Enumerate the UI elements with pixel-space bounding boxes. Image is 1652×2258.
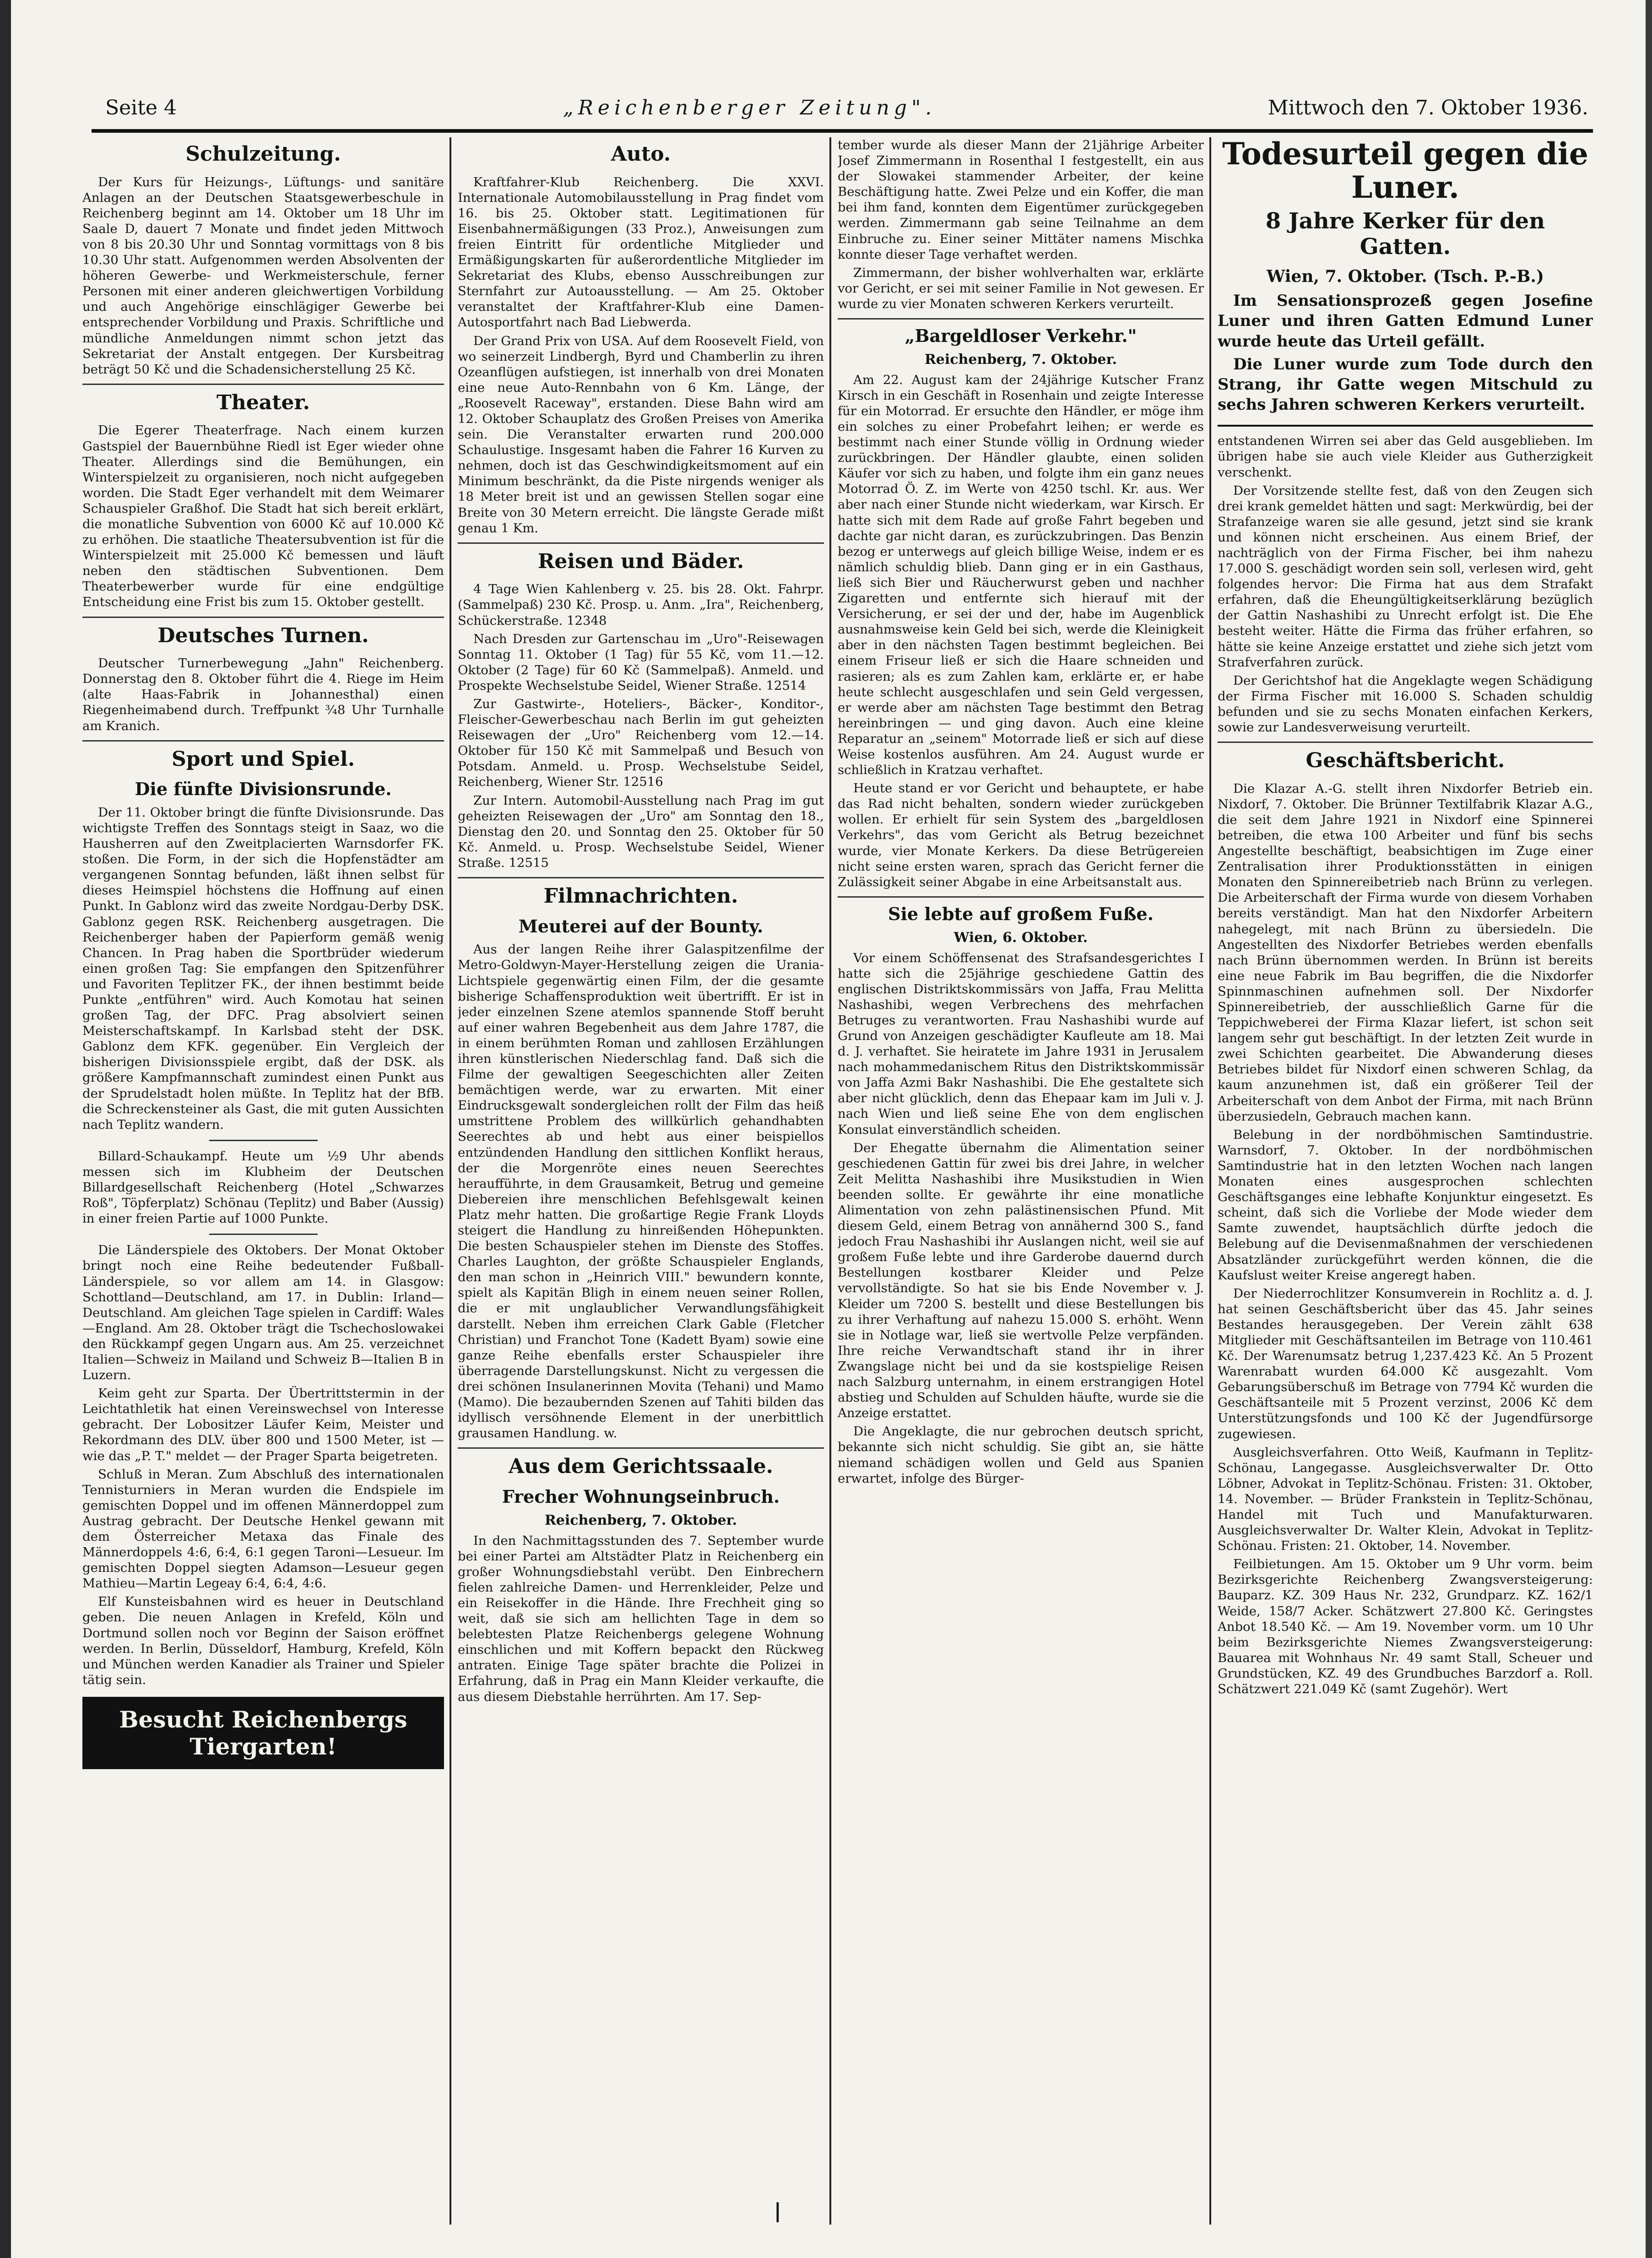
divider bbox=[1218, 742, 1593, 743]
divider bbox=[458, 542, 824, 544]
column-divider bbox=[1209, 137, 1211, 2225]
page-header bbox=[105, 96, 1588, 124]
divider bbox=[82, 617, 444, 618]
lead-subheadline: 8 Jahre Kerker für den Gatten. bbox=[1265, 208, 1545, 260]
travel-listing: 4 Tage Wien Kahlenberg v. 25. bis 28. Okt. Fahrpr. (Sammelpaß) 230 Kč. Prosp. u. Anm. „Ira", Reichenberg, Schückerstraße. 12348 bbox=[458, 582, 824, 628]
divider bbox=[838, 896, 1204, 898]
article-paragraph: Kraftfahrer-Klub Reichenberg. Die XXVI. Internationale Automobilausstellung in Prag findet vom 16. bis 25. Oktober statt. Legitimationen für Eisenbahnermäßigungen (33 Proz.), Anweisungen zum freien Eintritt für ordentliche Mitglieder und Ermäßigungskarten für außerordentliche Mitglieder im Sekretariat des Klubs, ebenso Ausschreibungen zur Sternfahrt zur Autoausstellung. — Am 25. Oktober veranstaltet der Kraftfahrer-Klub eine Damen-Autosportfahrt nach Bad Liebwerda. bbox=[458, 174, 824, 330]
article-paragraph: Die Egerer Theaterfrage. Nach einem kurzen Gastspiel der Bauernbühne Riedl ist Eger wieder ohne Theater. Allerdings sind die Bemühungen, ein Winterspielzeit zu organisieren, noch nicht aufgegeben worden. Die Stadt Eger verhandelt mit dem Weimarer Schauspieler Graßhof. Die Stadt hat sich bereit erklärt, die monatliche Subvention von 6000 Kč auf 10.000 Kč zu erhöhen. Die staatliche Theatersubvention ist für die Winterspielzeit mit 25.000 Kč bemessen und läuft neben den städtischen Subventionen. Dem Theaterbewerber wurde für eine endgültige Entscheidung eine Frist bis zum 15. Oktober gestellt. bbox=[82, 423, 444, 610]
article-paragraph: tember wurde als dieser Mann der 21jährige Arbeiter Josef Zimmermann in Rosenthal I festgestellt, ein aus der Slowakei stammender Arbeiter, der keine Beschäftigung hatte. Zwei Pelze und ein Koffer, die man bei ihm fand, konnten dem Eigentümer zurückgegeben werden. Zimmermann gab seine Teilnahme an dem Einbruche zu. Einer seiner Mittäter namens Mischka konnte dieser Tage verhaftet werden. bbox=[838, 138, 1204, 262]
newspaper-title: „Reichenberger Zeitung". bbox=[563, 96, 937, 119]
divider bbox=[82, 740, 444, 742]
section-heading-auto: Auto. bbox=[611, 142, 671, 166]
lead-story bbox=[1218, 137, 1593, 427]
section-heading-theater: Theater. bbox=[216, 390, 310, 414]
section-heading-geschaeftsbericht: Geschäftsbericht. bbox=[1305, 749, 1505, 773]
article-heading-fusse: Sie lebte auf großem Fuße. bbox=[888, 903, 1154, 924]
article-paragraph: Belebung in der nordböhmischen Samtindustrie. Warnsdorf, 7. Oktober. In der nordböhmischen Samtindustrie hat in den letzten Wochen nach langen Monaten eines ausgesprochen schlechten Geschäftsganges eine lebhafte Konjunktur eingesetzt. Es scheint, daß sich die Vorliebe der Mode wieder dem Samte zuwendet, hauptsächlich dürfte jedoch die Belebung auf die Devisenmaßnahmen der verschiedenen Absatzländer zurückgeführt werden können, die die Kaufslust weiter Kreise angeregt haben. bbox=[1218, 1127, 1593, 1283]
article-paragraph: Feilbietungen. Am 15. Oktober um 9 Uhr vorm. beim Bezirksgerichte Reichenberg Zwangsversteigerung: Bauparz. KZ. 309 Haus Nr. 232, Grundparz. KZ. 162/1 Weide, 158/7 Acker. Schätzwert 27.800 Kč. Geringstes Anbot 18.540 Kč. — Am 19. November vorm. um 10 Uhr beim Bezirksgerichte Niemes Zwangsversteigerung: Bauarea mit Wohnhaus Nr. 49 samt Stall, Scheuer und Grundstücken, KZ. 49 des Grundbuches Barzdorf a. Roll. Schätzwert 221.049 Kč (samt Zugehör). Wert bbox=[1218, 1557, 1593, 1697]
divider bbox=[209, 1234, 318, 1235]
dateline: Wien, 6. Oktober. bbox=[953, 929, 1088, 946]
article-paragraph: Der 11. Oktober bringt die fünfte Divisionsrunde. Das wichtigste Treffen des Sonntags steigt in Saaz, wo die Hausherren auf den Zweitplacierten Warnsdorfer FK. stoßen. Die Form, in der sich die Hopfenstädter am vergangenen Sonntag befunden, läßt ihnen selbst für dieses Heimspiel höchstens die Hoffnung auf einen Punkt. In Gablonz wird das zweite Nordgau-Derby DSK. Gablonz gegen RSK. Reichenberg ausgetragen. Die Reichenberger haben der Papierform gemäß wenig Chancen. In Prag haben die Sportbrüder wiederum einen großen Tag: Sie empfangen den Spitzenführer und Favoriten Teplitzer FK., der ihnen bestimmt beide Punkte „entführen" wird. Auch Komotau hat seinen großen Tag, der DFC. Prag absolviert seinen Meisterschaftskampf. In Karlsbad steht der DSK. Gablonz dem KFK. gegenüber. Ein Vergleich der bisherigen Divisionsspiele ergibt, daß der DSK. als größere Kampfmannschaft zumindest einen Punkt aus der Sprudelstadt holen müßte. In Teplitz hat der BfB. die Schreckensteiner als Gast, die mit guten Aussichten nach Teplitz wandern. bbox=[82, 805, 444, 1132]
dateline: Wien, 7. Oktober. (Tsch. P.-B.) bbox=[1266, 267, 1544, 287]
article-subheading: Die fünfte Divisionsrunde. bbox=[135, 779, 392, 800]
article-paragraph: Der Niederrochlitzer Konsumverein in Rochlitz a. d. J. hat seinen Geschäftsbericht über das 45. Jahr seines Bestandes herausgegeben. Der Verein zählt 638 Mitglieder mit Geschäftsanteilen im Betrage von 110.461 Kč. Der Warenumsatz betrug 1,237.423 Kč. An 5 Prozent Warenrabatt wurden 64.000 Kč ausgezahlt. Vom Gebarungsüberschuß im Betrage von 7794 Kč wurden die Geschäftsanteile mit 5 Prozent verzinst, 2006 Kč dem Unterstützungsfonds und 100 Kč der Jugendfürsorge zugewiesen. bbox=[1218, 1286, 1593, 1441]
article-paragraph: Die Länderspiele des Oktobers. Der Monat Oktober bringt noch eine Reihe bedeutender Fußball-Länderspiele, so vor allem am 14. in Glasgow: Schottland—Deutschland, am 17. in Dublin: Irland—Deutschland. Am gleichen Tage spielen in Cardiff: Wales—England. Am 28. Oktober trägt die Tschechoslowakei den Rückkampf gegen Ungarn aus. Am 25. verzeichnet Italien—Schweiz in Mailand und Schweiz B—Italien B in Luzern. bbox=[82, 1243, 444, 1383]
section-heading-sport: Sport und Spiel. bbox=[171, 747, 355, 771]
article-paragraph: In den Nachmittagsstunden des 7. September wurde bei einer Partei am Altstädter Platz in Reichenberg ein großer Wohnungsdiebstahl verübt. Den Einbrechern fielen zahlreiche Damen- und Herrenkleider, Pelze und ein Reisekoffer in die Hände. Ihre Frechheit ging so weit, daß sie sich am hellichten Tage in dem so belebtesten Platze Reichenbergs gelegene Wohnung einschlichen und mit Koffern bepackt den Rückweg antraten. Einige Tage später brachte die Polizei in Erfahrung, daß in Prag ein Mann Kleider verkaufte, die aus diesem Diebstahle herrührten. Am 17. Sep- bbox=[458, 1533, 824, 1704]
article-subheading: Frecher Wohnungseinbruch. bbox=[502, 1486, 780, 1507]
article-paragraph: Der Grand Prix von USA. Auf dem Roosevelt Field, von wo seinerzeit Lindbergh, Byrd und Chamberlin zu ihren Ozeanflügen aufstiegen, ist innerhalb von drei Monaten eine neue Auto-Rennbahn von 6 Km. Länge, der „Roosevelt Raceway", erstanden. Diese Bahn wird am 12. Oktober Schauplatz des Großen Preises von Amerika sein. Die Veranstalter erwarten rund 200.000 Schaulustige. Insgesamt haben die Fahrer 16 Kurven zu nehmen, doch ist das Geschwindigkeitsmoment auf ein Minimum beschränkt, da die Piste nirgends weniger als 18 Meter breit ist und an gewissen Stellen sogar eine Breite von 30 Metern erreicht. Die längste Gerade mißt genau 1 Km. bbox=[458, 333, 824, 536]
section-heading-schulzeitung: Schulzeitung. bbox=[185, 142, 341, 166]
section-heading-turnen: Deutsches Turnen. bbox=[157, 623, 369, 647]
article-paragraph: Deutscher Turnerbewegung „Jahn" Reichenberg. Donnerstag den 8. Oktober führt die 4. Riege im Heim (alte Haas-Fabrik in Johannesthal) einen Riegenheimabend durch. Treffpunkt ¾8 Uhr Turnhalle am Kranich. bbox=[82, 656, 444, 733]
article-paragraph: Zimmermann, der bisher wohlverhalten war, erklärte vor Gericht, er sei mit seiner Familie in Not gewesen. Er wurde zu vier Monaten schweren Kerkers verurteilt. bbox=[838, 265, 1204, 311]
article-paragraph: Der Kurs für Heizungs-, Lüftungs- und sanitäre Anlagen an der Deutschen Staatsgewerbeschule in Reichenberg beginnt am 14. Oktober um 18 Uhr im Saale D, dauert 7 Monate und findet jeden Mittwoch von 8 bis 20.30 Uhr und Sonntag vormittags von 8 bis 10.30 Uhr statt. Aufgenommen werden Absolventen der höheren Gewerbe- und Werkmeisterschule, ferner Personen mit einer anderen gleichwertigen Vorbildung und auch Angehörige einschlägiger Gewerbe bei entsprechender Vorbildung und Praxis. Schriftliche und mündliche Anmeldungen nimmt schon jetzt das Sekretariat der Anstalt entgegen. Der Kursbeitrag beträgt 50 Kč und die Schadensicherstellung 25 Kč. bbox=[82, 174, 444, 377]
article-paragraph: Die Klazar A.-G. stellt ihren Nixdorfer Betrieb ein. Nixdorf, 7. Oktober. Die Brünner Textilfabrik Klazar A.G., die seit dem Jahre 1921 in Nixdorf eine Spinnerei betreiben, die etwa 100 Arbeiter und fünf bis sechs Angestellte beschäftigt, beabsichtigen im Zuge einer Zentralisation ihrer Produktionsstätten in einigen Monaten den Spinnereibetrieb nach Brünn zu verlegen. Die Arbeiterschaft der Firma wurde von diesem Vorhaben bereits verständigt. Man hat den Nixdorfer Arbeitern nahegelegt, mit nach Brünn zu übersiedeln. Die Angestellten des Nixdorfer Betriebes werden ebenfalls nach Brünn übernommen werden. In Brünn ist bereits eine neue Fabrik im Bau begriffen, die die Nixdorfer Spinnmaschinen aufnehmen soll. Der Nixdorfer Spinnereibetrieb, der ausschließlich Garne für die Teppichweberei der Firma Klazar liefert, ist schon seit langem sehr gut beschäftigt. In der letzten Zeit wurde in zwei Schichten gearbeitet. Die Abwanderung dieses Betriebes bildet für Nixdorf einen schweren Schlag, da kaum anzunehmen ist, daß ein größerer Teil der Arbeiterschaft von dem Anbot der Firma, mit nach Brünn überzusiedeln, Gebrauch machen kann. bbox=[1218, 781, 1593, 1124]
header-rule bbox=[92, 129, 1593, 133]
column-1 bbox=[82, 137, 444, 2225]
travel-listing: Nach Dresden zur Gartenschau im „Uro"-Reisewagen Sonntag 11. Oktober (1 Tag) für 55 Kč, vom 11.—12. Oktober (2 Tage) für 60 Kč (Sammelpaß). Anmeld. und Prospekte Wechselstube Seidel, Wiener Straße. 12514 bbox=[458, 631, 824, 693]
column-4 bbox=[1218, 137, 1593, 2225]
article-paragraph: Vor einem Schöffensenat des Strafsandesgerichtes I hatte sich die 25jährige geschiedene Gattin des englischen Distriktskommissärs von Jaffa, Frau Melitta Nashashibi, wegen Verbrechens des mehrfachen Betruges zu verantworten. Frau Nashashibi wurde auf Grund von Anzeigen geschädigter Kaufleute am 18. Mai d. J. verhaftet. Sie heiratete im Jahre 1931 in Jerusalem nach mohammedanischem Ritus den Distriktskommissär von Jaffa Azmi Bakr Nashashibi. Die Ehe gestaltete sich aber nicht glücklich, denn das Ehepaar kam im Juli v. J. nach Wien und ließ seine Ehe von dem englischen Konsulat einverständlich scheiden. bbox=[838, 950, 1204, 1137]
divider bbox=[82, 384, 444, 385]
column-divider bbox=[450, 137, 451, 2225]
article-paragraph: Am 22. August kam der 24jährige Kutscher Franz Kirsch in ein Geschäft in Rosenhain und zeigte Interesse für ein Motorrad. Er ersuchte den Händler, er möge ihm ein solches zu einer Probefahrt leihen; er werde es bestimmt nach einer Stunde völlig in Ordnung wieder zurückbringen. Der Händler glaubte, einen soliden Käufer vor sich zu haben, und folgte ihm ein ganz neues Motorrad Ö. Z. im Werte von 4250 tschl. Kr. aus. Wer aber nach einer Stunde nicht wiederkam, war Kirsch. Er hatte sich mit dem Rade auf große Fahrt begeben und dachte gar nicht daran, es zurückzubringen. Das Benzin bezog er unterwegs auf gleich billige Weise, indem er es nämlich schuldig blieb. Dann ging er in ein Gasthaus, ließ sich Bier und Räucherwurst geben und nachher Zigaretten und entfernte sich hierauf mit der Versicherung, er sei der und der, habe im Augenblick ausnahmsweise kein Geld bei sich, werde die Kleinigkeit aber in den nächsten Tagen bestimmt begleichen. Bei einem Friseur ließ er sich die Haare schneiden und rasieren; als es zum Zahlen kam, erklärte er, er habe heute schlecht ausgeschlafen und sein Geld vergessen, er werde aber am nächsten Tage bestimmt den Betrag hereinbringen — und ging davon. Auch eine kleine Reparatur an „seinem" Motorrade ließ er sich auf diese Weise kostenlos ausführen. Am 24. August wurde er schließlich in Kratzau verhaftet. bbox=[838, 372, 1204, 778]
article-paragraph: Schluß in Meran. Zum Abschluß des internationalen Tennisturniers in Meran wurden die Endspiele im gemischten Doppel und im offenen Männerdoppel zum Austrag gebracht. Der Deutsche Henkel gewann mit dem Österreicher Metaxa das Finale des Männerdoppels 4:6, 6:4, 6:1 gegen Taroni—Lesueur. Im gemischten Doppel siegten Adamson—Lesueur gegen Mathieu—Martin Legeay 6:4, 6:4, 4:6. bbox=[82, 1467, 444, 1591]
article-paragraph: Ausgleichsverfahren. Otto Weiß, Kaufmann in Teplitz-Schönau, Langegasse. Ausgleichsverwalter Dr. Otto Löbner, Advokat in Teplitz-Schönau. Fristen: 31. Oktober, 14. November. — Brüder Frankstein in Teplitz-Schönau, Handel mit Tuch und Manufakturwaren. Ausgleichsverwalter Dr. Walter Klein, Advokat in Teplitz-Schönau. Fristen: 21. Oktober, 14. November. bbox=[1218, 1445, 1593, 1554]
scan-border-left bbox=[0, 0, 11, 2258]
section-heading-reisen: Reisen und Bäder. bbox=[537, 549, 744, 573]
dateline: Reichenberg, 7. Oktober. bbox=[924, 351, 1117, 368]
article-paragraph: Elf Kunsteisbahnen wird es heuer in Deutschland geben. Die neuen Anlagen in Krefeld, Köln und Dortmund sollen noch vor Beginn der Saison eröffnet werden. In Berlin, Düsseldorf, Hamburg, Krefeld, Köln und München werden Kanadier als Trainer und Spieler tätig sein. bbox=[82, 1594, 444, 1687]
divider bbox=[209, 1140, 318, 1141]
divider bbox=[838, 318, 1204, 319]
article-paragraph: Heute stand er vor Gericht und behauptete, er habe das Rad nicht behalten, sondern wieder zurückgeben wollen. Er erhielt für sein System des „bargeldlosen Verkehrs", das vom Gericht als Betrug bezeichnet wurde, vier Monate Kerkers. Da diese Betrügereien nicht seine ersten waren, sprach das Gericht ferner die Zulässigkeit seiner Abgabe in eine Arbeitsanstalt aus. bbox=[838, 781, 1204, 889]
issue-date: Mittwoch den 7. Oktober 1936. bbox=[1267, 96, 1588, 119]
article-paragraph: Der Vorsitzende stellte fest, daß von den Zeugen sich drei krank gemeldet hätten und sagt: Merkwürdig, bei der Strafanzeige waren sie alle gesund, jetzt sind sie krank und können nicht erscheinen. Aus einem Brief, der nachträglich von der Firma Fischer, bei ihm nahezu 17.000 S. geschädigt worden sein soll, verlesen wird, geht folgendes hervor: Die Firma hat aus dem Strafakt erfahren, daß die Eheungültigkeitserklärung bezüglich der Gattin Nashashibi zu Unrecht erfolgt ist. Die Ehe besteht weiter. Hätte die Firma das früher erfahren, so hätte sie keine Anzeige erstattet und ziehe sich jetzt vom Strafverfahren zurück. bbox=[1218, 483, 1593, 670]
tiergarten-advertisement: Besucht Reichenbergs Tiergarten! bbox=[82, 1697, 444, 1769]
article-paragraph: Billard-Schaukampf. Heute um ½9 Uhr abends messen sich im Klubheim der Deutschen Billardgesellschaft Reichenberg (Hotel „Schwarzes Roß", Töpferplatz) Schönau (Teplitz) und Baber (Aussig) in einer freien Partie auf 1000 Punkte. bbox=[82, 1148, 444, 1226]
article-paragraph: Die Angeklagte, die nur gebrochen deutsch spricht, bekannte sich nicht schuldig. Sie gibt an, sie hätte niemand schädigen wollen und Geld aus Spanien erwartet, infolge des Bürger- bbox=[838, 1424, 1204, 1486]
article-paragraph: entstandenen Wirren sei aber das Geld ausgeblieben. Im übrigen habe sie auch viele Kleider aus Gutherzigkeit verschenkt. bbox=[1218, 433, 1593, 480]
lead-paragraph: Die Luner wurde zum Tode durch den Strang, ihr Gatte wegen Mitschuld zu sechs Jahren schweren Kerkers verurteilt. bbox=[1218, 355, 1593, 414]
lead-paragraph: Im Sensationsprozeß gegen Josefine Luner und ihren Gatten Edmund Luner wurde heute das Urteil gefällt. bbox=[1218, 292, 1593, 351]
section-heading-gericht: Aus dem Gerichtssaale. bbox=[508, 1455, 773, 1478]
article-paragraph: Der Gerichtshof hat die Angeklagte wegen Schädigung der Firma Fischer mit 16.000 S. Schaden schuldig befunden und sie zu sechs Monaten einfachen Kerkers, sowie zur Landesverweisung verurteilt. bbox=[1218, 673, 1593, 735]
article-paragraph: Der Ehegatte übernahm die Alimentation seiner geschiedenen Gattin für zwei bis drei Jahre, in welcher Zeit Melitta Nashashibi ihre Musikstudien in Wien beenden sollte. Er gewährte ihr eine monatliche Alimentation von zehn palästinensischen Pfund. Mit diesem Geld, einem Betrag von annähernd 300 S., fand jedoch Frau Nashashibi ihr Auslangen nicht, weil sie auf großem Fuße lebte und ihre Garderobe dauernd durch Bestellungen kostbarer Kleider und Pelze vervollständigte. So hat sie bis Ende November v. J. Kleider um 7200 S. bestellt und diese Bestellungen bis zu ihrer Verhaftung auf nahezu 15.000 S. erhöht. Wenn sie in Notlage war, ließ sie wertvolle Pelze verpfänden. Ihre reiche Verwandtschaft stand ihr in ihrer Zwangslage nicht bei und da sie kostspielige Reisen nach Salzburg unternahm, in einem erstrangigen Hotel abstieg und Schulden auf Schulden häufte, wurde sie die Anzeige erstattet. bbox=[838, 1140, 1204, 1421]
scan-border-right bbox=[1646, 0, 1652, 2258]
article-subheading: Meuterei auf der Bounty. bbox=[518, 915, 764, 937]
travel-listing: Zur Gastwirte-, Hoteliers-, Bäcker-, Konditor-, Fleischer-Gewerbeschau nach Berlin im gut geheizten Reisewagen der „Uro" Reichenberg vom 12.—14. Oktober für 150 Kč mit Sammelpaß und Besuch von Potsdam. Anmeld. u. Prosp. Wechselstube Seidel, Reichenberg, Wiener Str. 12516 bbox=[458, 697, 824, 790]
section-heading-film: Filmnachrichten. bbox=[543, 884, 738, 908]
divider bbox=[458, 1447, 824, 1449]
column-divider bbox=[829, 137, 831, 2225]
article-paragraph: Keim geht zur Sparta. Der Übertrittstermin in der Leichtathletik hat einen Vereinswechsel von Interesse gebracht. Der Lobositzer Läufer Keim, Meister und Rekordmann des DLV. über 800 und 1500 Meter, ist — wie das „P. T." meldet — der Prager Sparta beigetreten. bbox=[82, 1386, 444, 1463]
article-heading-bargeldlos: „Bargeldloser Verkehr." bbox=[905, 325, 1137, 347]
travel-listing: Zur Intern. Automobil-Ausstellung nach Prag im gut geheizten Reisewagen der „Uro" am Sonntag den 18., Dienstag den 20. und Sonntag den 25. Oktober für 50 Kč. Anmeld. u. Prosp. Wechselstube Seidel, Wiener Straße. 12515 bbox=[458, 793, 824, 870]
column-2 bbox=[458, 137, 824, 2225]
divider bbox=[458, 877, 824, 878]
dateline: Reichenberg, 7. Oktober. bbox=[544, 1512, 737, 1528]
page-fold-mark: ǀ bbox=[774, 2197, 782, 2229]
lead-headline: Todesurteil gegen die Luner. bbox=[1222, 137, 1588, 205]
column-3 bbox=[838, 137, 1204, 2225]
page-number: Seite 4 bbox=[105, 96, 177, 119]
article-paragraph: Aus der langen Reihe ihrer Galaspitzenfilme der Metro-Goldwyn-Mayer-Herstellung zeigen die Urania-Lichtspiele gegenwärtig einen Film, der die gesamte bisherige Schaffensproduktion weit übertrifft. Er ist in jeder einzelnen Szene atemlos spannende Stoff beruht auf einer wahren Begebenheit aus dem Jahre 1787, die in einem berühmten Roman und zahllosen Erzählungen ihren künstlerischen Niederschlag fand. Daß sich die Filme der gewaltigen Seegeschichten aller Zeiten bemächtigen werde, war zu erwarten. Mit einer Eindrucksgewalt sondergleichen rollt der Film das heiß umstrittene Problem des willkürlich gehandhabten Seerechtes ab und hebt aus einer beispiellos entzündenden Handlung den sittlichen Konflikt heraus, der die Morgenröte eines neuen Seerechtes heraufführte, in dem Grausamkeit, Betrug und gemeine Diebereien ihre menschlichen Befehlsgewalt keinen Platz mehr hatten. Die großartige Regie Frank Lloyds steigert die Handlung zu hinreißenden Höhepunkten. Die besten Schauspieler stehen im Dienste des Stoffes. Charles Laughton, der größte Schauspieler Englands, den man schon in „Heinrich VIII." bewundern konnte, spielt als Kapitän Bligh in einem neuen seiner Rollen, die er mit unglaublicher Verwandlungsfähigkeit darstellt. Neben ihm erreichen Clark Gable (Fletcher Christian) und Franchot Tone (Kadett Byam) sowie eine ganze Reihe ebenfalls erster Schauspieler ihre überragende Darstellungskunst. Nicht zu vergessen die drei schönen Insulanerinnen Movita (Tehani) und Mamo (Mamo). Die bezaubernden Szenen auf Tahiti bilden das idyllisch versöhnende Element in der unerbittlich grausamen Handlung. w. bbox=[458, 942, 824, 1441]
